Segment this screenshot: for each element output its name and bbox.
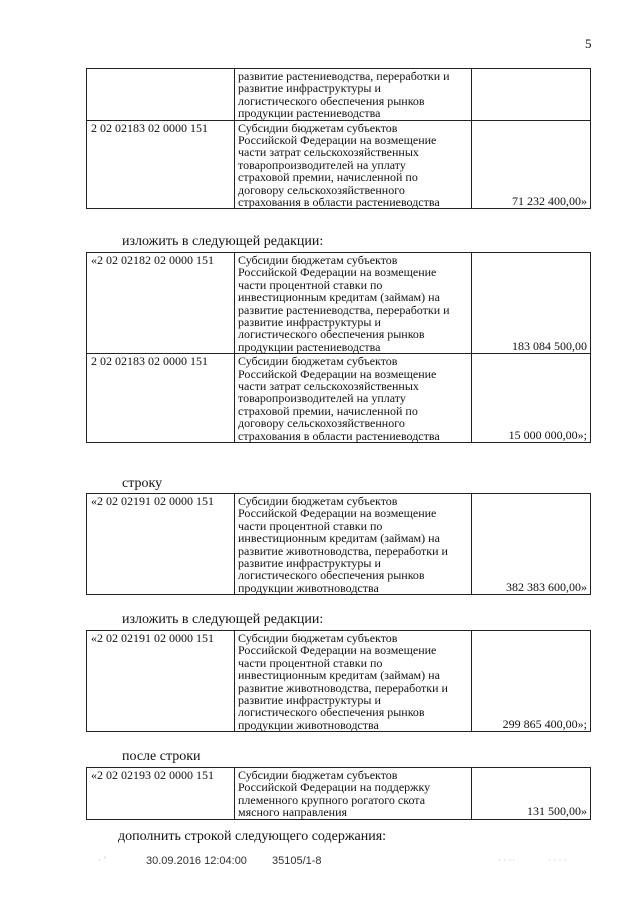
amount-cell: 382 383 600,00»	[472, 494, 591, 595]
description-line: договору сельскохозяйственного	[238, 416, 405, 431]
description-line: инвестиционным кредитам (займам) на	[238, 531, 440, 546]
description-line: Российской Федерации на возмещение	[238, 366, 437, 381]
description-line: инвестиционным кредитам (займам) на	[238, 668, 440, 683]
description-line: товаропроизводителей на уплату	[238, 157, 406, 172]
description-line: развитие инфраструктуры и	[238, 81, 381, 96]
description-cell	[235, 253, 472, 354]
budget-code-cell: «2 02 02191 02 0000 151	[87, 494, 235, 595]
table-row	[87, 494, 591, 595]
description-line: Российской Федерации на возмещение	[238, 643, 437, 658]
description-line: продукции животноводства	[238, 717, 379, 732]
description-line: развитие инфраструктуры и	[238, 693, 381, 708]
description-line: части процентной ставки по	[238, 655, 383, 670]
description-line: инвестиционным кредитам (займам) на	[238, 290, 440, 305]
description-line: логистического обеспечения рынков	[238, 705, 425, 720]
instruction-text: изложить в следующей редакции:	[122, 612, 324, 627]
description-line: Субсидии бюджетам субъектов	[238, 253, 398, 267]
budget-code-cell: 2 02 02183 02 0000 151	[87, 120, 235, 209]
description-line: страхования в области растениеводства	[238, 195, 440, 210]
description-line: продукции животноводства	[238, 580, 379, 595]
table-2	[86, 252, 591, 443]
table-3	[86, 493, 591, 595]
budget-code-cell	[87, 69, 235, 121]
description-line: развитие растениеводства, переработки и	[238, 302, 450, 317]
description-line: развитие животноводства, переработки и	[238, 543, 448, 558]
instruction-text: после строки	[122, 749, 201, 764]
description-cell	[235, 494, 472, 595]
description-line: Субсидии бюджетам субъектов	[238, 494, 398, 508]
description-line: развитие инфраструктуры и	[238, 315, 381, 330]
description-line: Субсидии бюджетам субъектов	[238, 768, 398, 782]
description-line: товаропроизводителей на уплату	[238, 391, 406, 406]
description-cell	[235, 354, 472, 443]
scan-artifact: · · · ·	[498, 855, 516, 865]
table-5	[86, 767, 591, 820]
description-line: части процентной ставки по	[238, 277, 383, 292]
scan-artifact: · · · ·	[548, 855, 567, 865]
description-line: части затрат сельскохозяйственных	[238, 379, 419, 394]
amount-cell: 183 084 500,00	[472, 253, 591, 354]
budget-code-cell: 2 02 02183 02 0000 151	[87, 354, 235, 443]
table-4	[86, 630, 591, 732]
description-line: развитие растениеводства, переработки и	[238, 69, 450, 83]
footer-datetime: 30.09.2016 12:04:00	[146, 855, 247, 867]
amount-cell: 15 000 000,00»;	[472, 354, 591, 443]
description-cell	[235, 631, 472, 732]
instruction-text: строку	[122, 476, 163, 491]
description-cell	[235, 768, 472, 820]
description-line: части процентной ставки по	[238, 518, 383, 533]
table-row	[87, 69, 591, 121]
description-line: страховой премии, начисленной по	[238, 403, 418, 418]
amount-cell: 299 865 400,00»;	[472, 631, 591, 732]
amount-cell	[472, 69, 591, 121]
description-line: продукции растениеводства	[238, 339, 381, 354]
description-cell	[235, 120, 472, 209]
budget-code-cell: «2 02 02182 02 0000 151	[87, 253, 235, 354]
description-line: страхования в области растениеводства	[238, 428, 440, 443]
budget-code-cell: «2 02 02193 02 0000 151	[87, 768, 235, 820]
table-row	[87, 120, 591, 209]
description-line: Субсидии бюджетам субъектов	[238, 354, 398, 369]
description-line: части затрат сельскохозяйственных	[238, 145, 419, 160]
description-line: Российской Федерации на возмещение	[238, 133, 437, 148]
description-line: страховой премии, начисленной по	[238, 170, 418, 185]
description-line: развитие инфраструктуры и	[238, 556, 381, 571]
table-row	[87, 768, 591, 820]
table-row	[87, 253, 591, 354]
amount-cell: 131 500,00»	[472, 768, 591, 820]
description-line: логистического обеспечения рынков	[238, 93, 425, 108]
table-row	[87, 631, 591, 732]
description-line: Субсидии бюджетам субъектов	[238, 631, 398, 645]
footer-doc-id: 35105/1-8	[272, 855, 322, 867]
description-line: развитие животноводства, переработки и	[238, 680, 448, 695]
instruction-text: изложить в следующей редакции:	[122, 234, 324, 249]
description-line: племенного крупного рогатого скота	[238, 792, 426, 807]
description-line: продукции растениеводства	[238, 106, 381, 121]
description-line: договору сельскохозяйственного	[238, 182, 405, 197]
description-line: Российской Федерации на поддержку	[238, 780, 431, 795]
description-cell	[235, 69, 472, 121]
description-line: Российской Федерации на возмещение	[238, 265, 437, 280]
description-line: мясного направления	[238, 805, 348, 820]
description-line: Российской Федерации на возмещение	[238, 506, 437, 521]
budget-code-cell: «2 02 02191 02 0000 151	[87, 631, 235, 732]
instruction-text: дополнить строкой следующего содержания:	[118, 829, 387, 844]
page-number: 5	[585, 36, 592, 51]
description-line: логистического обеспечения рынков	[238, 568, 425, 583]
description-line: Субсидии бюджетам субъектов	[238, 120, 398, 135]
description-line: логистического обеспечения рынков	[238, 327, 425, 342]
table-1	[86, 68, 591, 209]
table-row	[87, 354, 591, 443]
scan-artifact: · ’	[98, 855, 107, 865]
amount-cell: 71 232 400,00»	[472, 120, 591, 209]
